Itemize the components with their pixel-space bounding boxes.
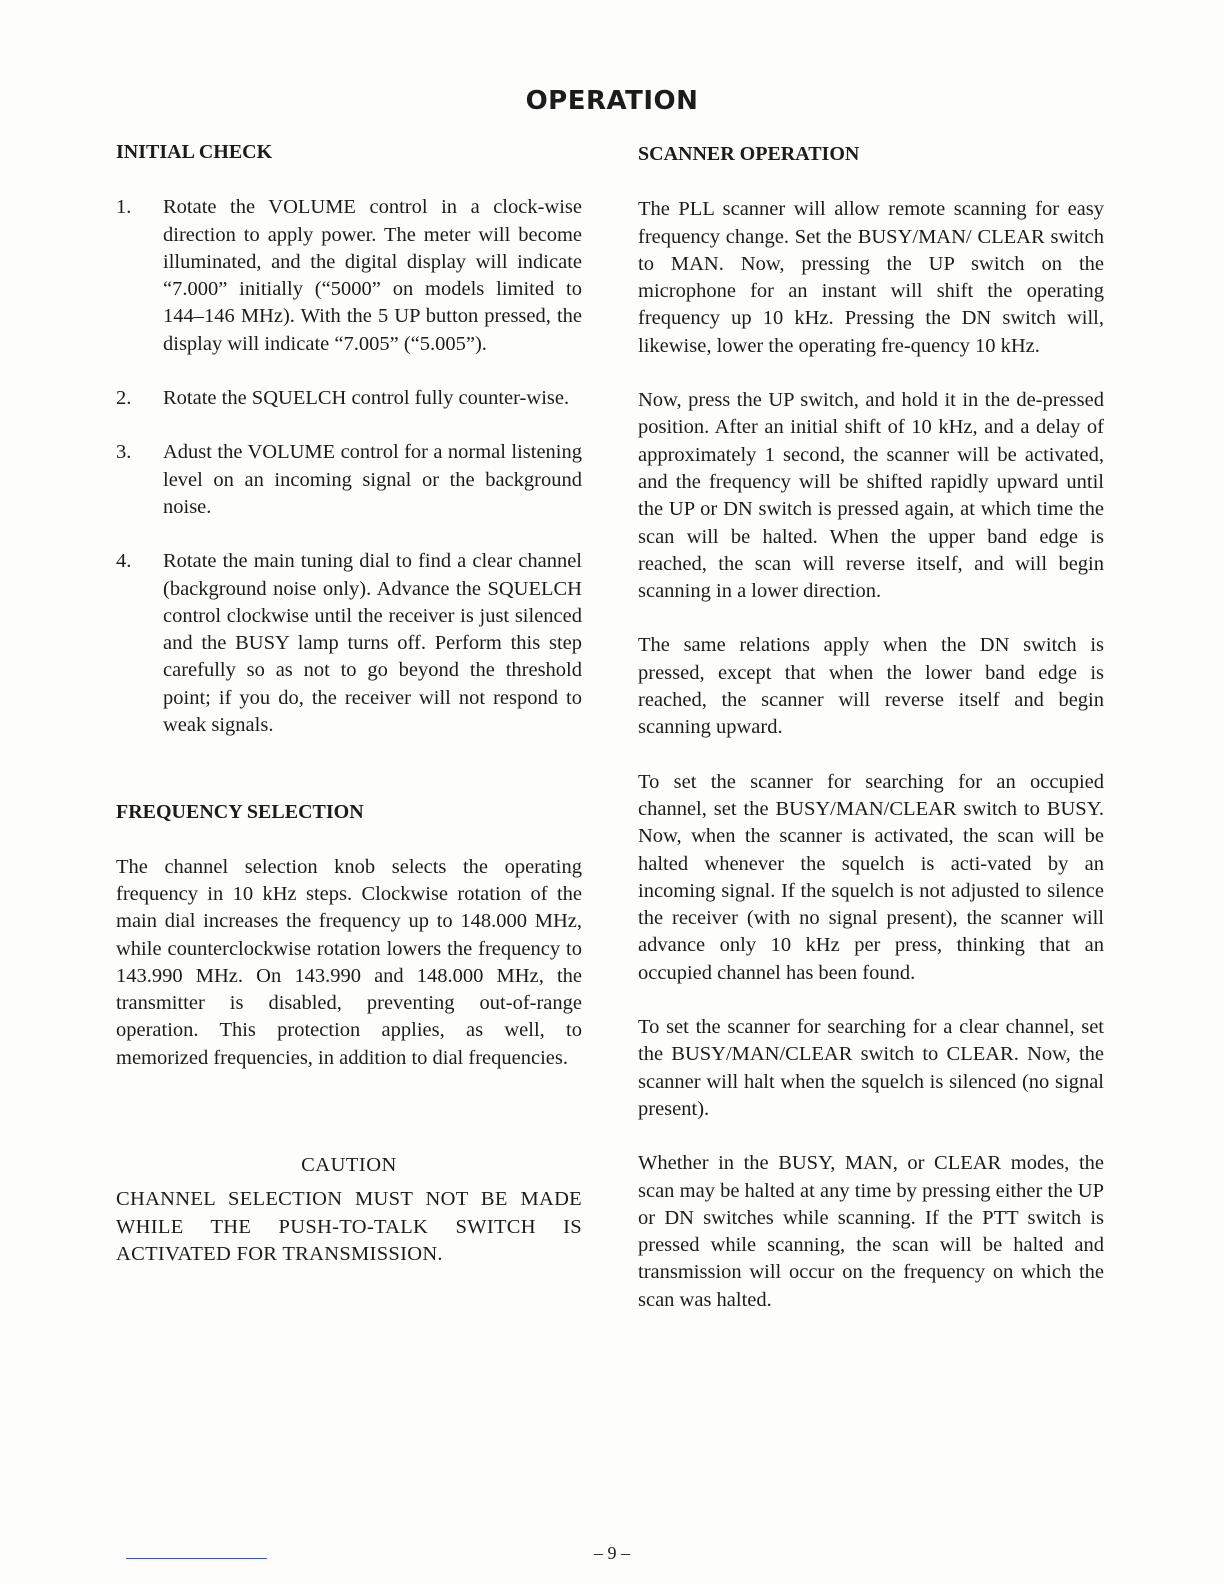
step-number: 2. [116, 387, 132, 410]
step-item-2 [116, 385, 582, 412]
scanner-paragraph: The PLL scanner will allow remote scanning for easy frequency change. Set the BUSY/MAN/ CLEAR switch to MAN. Now, pressing the UP switch on the microphone for an instant will shift the operating frequency up 10 kHz. Pressing the DN switch will, likewise, lower the operating fre-quency 10 kHz. [638, 198, 1104, 357]
scanner-operation-heading: SCANNER OPERATION [638, 143, 860, 165]
initial-check-steps [116, 194, 582, 739]
scanner-paragraph: To set the scanner for searching for a clear channel, set the BUSY/MAN/CLEAR switch to CLEAR. Now, the scanner will halt when the squelch is silenced (no signal present). [638, 1016, 1104, 1120]
footer-rule [126, 1558, 267, 1559]
step-text: Adust the VOLUME control for a normal listening level on an incoming signal or the background noise. [163, 441, 582, 518]
left-column [116, 139, 582, 1268]
frequency-selection-text: The channel selection knob selects the operating frequency in 10 kHz steps. Clockwise rotation of the main dial increases the frequency up to 148.000 MHz, while counterclockwise rotation lowers the frequency to 143.990 MHz. On 143.990 and 148.000 MHz, the transmitter is disabled, preventing out-of-range operation. This protection applies, as well, to memorized frequencies, in addition to dial frequencies. [116, 855, 582, 1069]
step-text: Rotate the VOLUME control in a clock-wise direction to apply power. The meter will become illuminated, and the digital display will indicate “7.000” initially (“5000” on models limited to 144–146 MHz). With the 5 UP button pressed, the display will indicate “7.005” (“5.005”). [163, 196, 582, 355]
caution-text: CHANNEL SELECTION MUST NOT BE MADE WHILE THE PUSH-TO-TALK SWITCH IS ACTIVATED FOR TRANSMISSION. [116, 1188, 582, 1265]
scanner-paragraph: The same relations apply when the DN switch is pressed, except that when the lower band edge is reached, the scanner will reverse itself and begin scanning upward. [638, 634, 1104, 739]
scanner-paragraph: Whether in the BUSY, MAN, or CLEAR modes, the scan may be halted at any time by pressing either the UP or DN switches while scanning. If the PTT switch is pressed while scanning, the scan will be halted and transmission will occur on the frequency on which the scan was halted. [638, 1152, 1104, 1311]
step-text: Rotate the SQUELCH control fully counter-wise. [163, 387, 570, 410]
caution-heading: CAUTION [301, 1154, 397, 1177]
frequency-selection-heading: FREQUENCY SELECTION [116, 801, 364, 824]
scanner-paragraph: Now, press the UP switch, and hold it in the de-pressed position. After an initial shift of 10 kHz, and a delay of approximately 1 second, the scanner will be activated, and the frequency will be shifted rapidly upward until the UP or DN switch is pressed again, at which time the scan will be halted. When the upper band edge is reached, the scan will reverse itself, and will begin scanning in a lower direction. [638, 389, 1104, 603]
step-number: 4. [116, 550, 132, 573]
step-number: 1. [116, 196, 132, 219]
step-text: Rotate the main tuning dial to find a clear channel (background noise only). Advance the SQUELCH control clockwise until the receiver is just silenced and the BUSY lamp turns off. Perform this step carefully so as not to go beyond the threshold point; if you do, the receiver will not respond to weak signals. [163, 550, 582, 737]
page-number: – 9 – [594, 1543, 630, 1563]
page-title: OPERATION [525, 86, 699, 116]
step-item-1 [116, 194, 582, 358]
step-item-4 [116, 548, 582, 739]
step-number: 3. [116, 441, 132, 464]
scanner-paragraph: To set the scanner for searching for an occupied channel, set the BUSY/MAN/CLEAR switch to BUSY. Now, when the scanner is activated, the scan will be halted whenever the squelch is acti-vated by an incoming signal. If the squelch is not adjusted to silence the receiver (with no signal present), the scanner will advance only 10 kHz per press, thinking that an occupied channel has been found. [638, 770, 1104, 984]
step-item-3 [116, 439, 582, 521]
right-column [638, 141, 1104, 1314]
initial-check-heading: INITIAL CHECK [116, 141, 273, 163]
